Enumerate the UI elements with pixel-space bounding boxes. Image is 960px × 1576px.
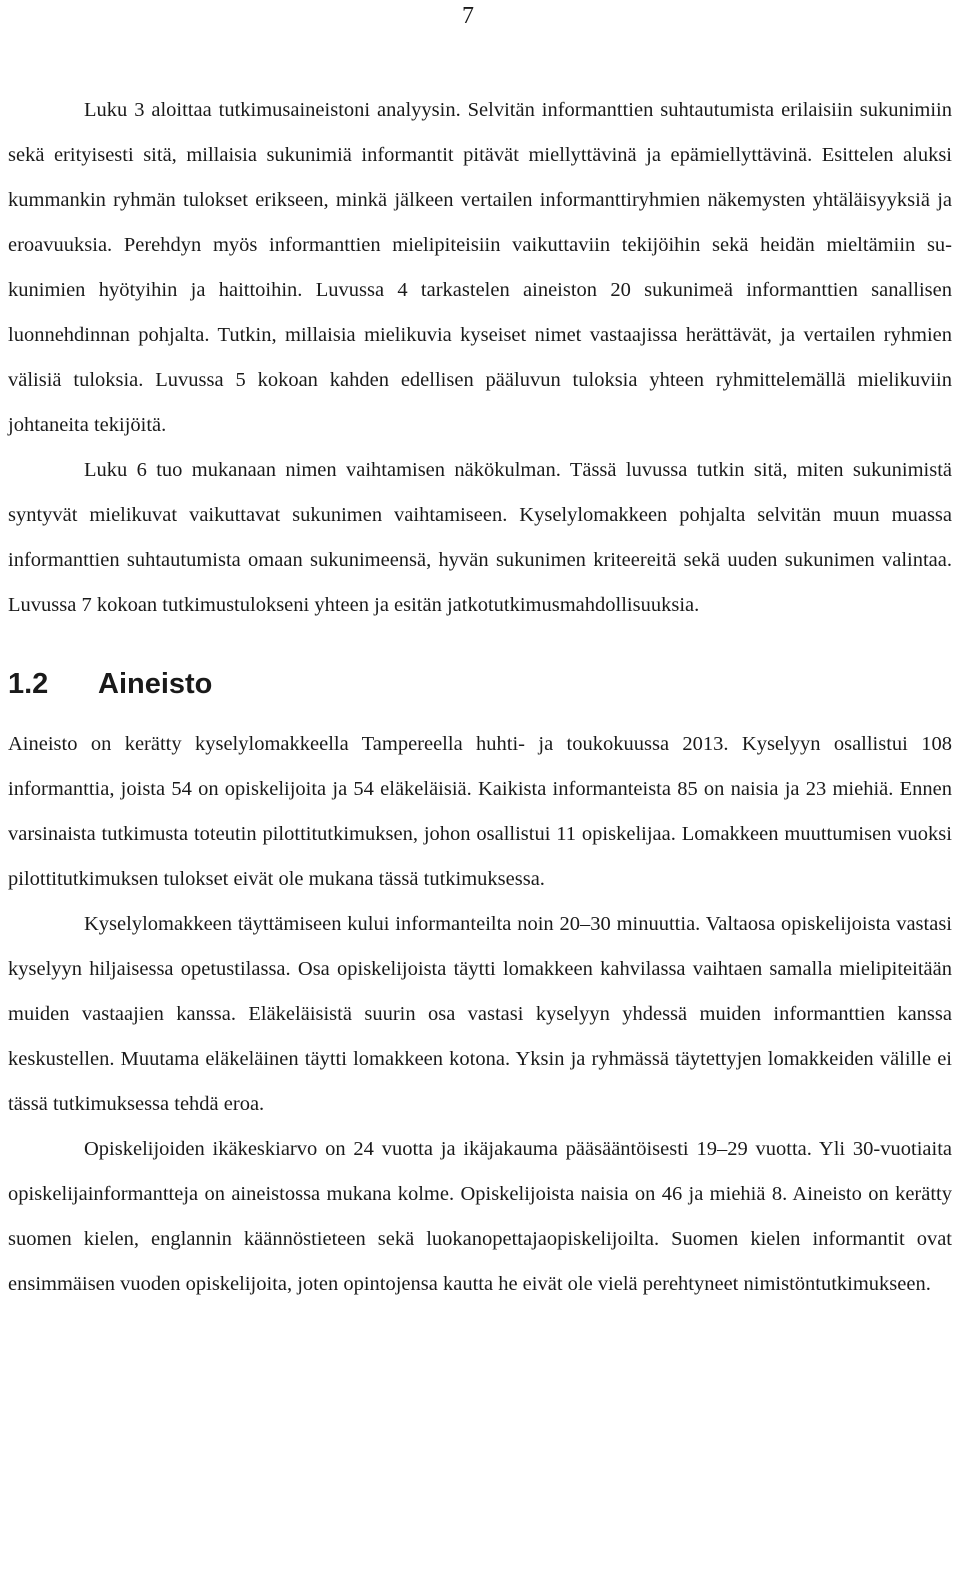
page-body xyxy=(8,88,952,1307)
page-number: 7 xyxy=(462,3,474,29)
section-heading xyxy=(8,666,952,702)
paragraph-chapter-overview: Luku 3 aloittaa tutkimusaineistoni analyysin. Selvitän informanttien suhtautumista erilaisiin sukunimiin sekä erityisesti sitä, millaisia sukunimiä informantit pitävät miellyttävinä ja epämiellyttävinä. Esittelen aluksi kummankin ryhmän tulokset erikseen, minkä jälkeen vertailen informanttiryhmien näkemysten yhtäläisyyksiä ja eroavuuksia. Perehdyn myös informanttien mielipiteisiin vaikuttaviin tekijöihin sekä heidän mieltämiin sukunimien hyötyihin ja haittoihin. Luvussa 4 tarkastelen aineiston 20 sukunimeä informanttien sanallisen luonnehdinnan pohjalta. Tutkin, millaisia mielikuvia kyseiset nimet vastaajissa herättävät, ja vertailen ryhmien välisiä tuloksia. Luvussa 5 kokoan kahden edellisen pääluvun tuloksia yhteen ryhmittelemällä mielikuviin johtaneita tekijöitä. xyxy=(8,99,952,436)
paragraph-student-demographics: Opiskelijoiden ikäkeskiarvo on 24 vuotta ja ikäjakauma pääsääntöisesti 19–29 vuotta. Yli 30-vuotiaita opiskelijainformantteja on aineistossa mukana kolme. Opiskelijoista naisia on 46 ja miehiä 8. Aineisto on kerätty suomen kielen, englannin käännöstieteen sekä luokanopettajaopiskelijoilta. Suomen kielen informantit ovat ensimmäisen vuoden opiskelijoita, joten opintojensa kautta he eivät ole vielä perehtyneet nimistöntutkimukseen. xyxy=(8,1138,952,1295)
paragraph-chapter-six-seven: Luku 6 tuo mukanaan nimen vaihtamisen näkökulman. Tässä luvussa tutkin sitä, miten sukunimistä syntyvät mielikuvat vaikuttavat sukunimen vaihtamiseen. Kyselylomakkeen pohjalta selvitän muun muassa informanttien suhtautumista omaan sukunimeensä, hyvän sukunimen kriteereitä sekä uuden sukunimen valintaa. Luvussa 7 kokoan tutkimustulokseni yhteen ja esitän jatkotutkimusmahdollisuuksia. xyxy=(8,459,952,616)
section-number: 1.2 xyxy=(8,668,49,700)
paragraph-data-collection: Aineisto on kerätty kyselylomakkeella Tampereella huhti- ja toukokuussa 2013. Kyselyyn osallistui 108 informanttia, joista 54 on opiskelijoita ja 54 eläkeläisiä. Kaikista informanteista 85 on naisia ja 23 miehiä. Ennen varsinaista tutkimusta toteutin pilottitutkimuksen, johon osallistui 11 opiskelijaa. Lomakkeen muuttumisen vuoksi pilottitutkimuksen tulokset eivät ole mukana tässä tutkimuksessa. xyxy=(8,733,952,890)
paragraph-questionnaire-filling: Kyselylomakkeen täyttämiseen kului informanteilta noin 20–30 minuuttia. Valtaosa opiskelijoista vastasi kyselyyn hiljaisessa opetustilassa. Osa opiskelijoista täytti lomakkeen kahvilassa vaihtaen samalla mielipiteitään muiden vastaajien kanssa. Eläkeläisistä suurin osa vastasi kyselyyn yhdessä muiden informanttien kanssa keskustellen. Muutama eläkeläinen täytti lomakkeen kotona. Yksin ja ryhmässä täytettyjen lomakkeiden välille ei tässä tutkimuksessa tehdä eroa. xyxy=(8,913,952,1115)
section-title: Aineisto xyxy=(98,668,213,700)
